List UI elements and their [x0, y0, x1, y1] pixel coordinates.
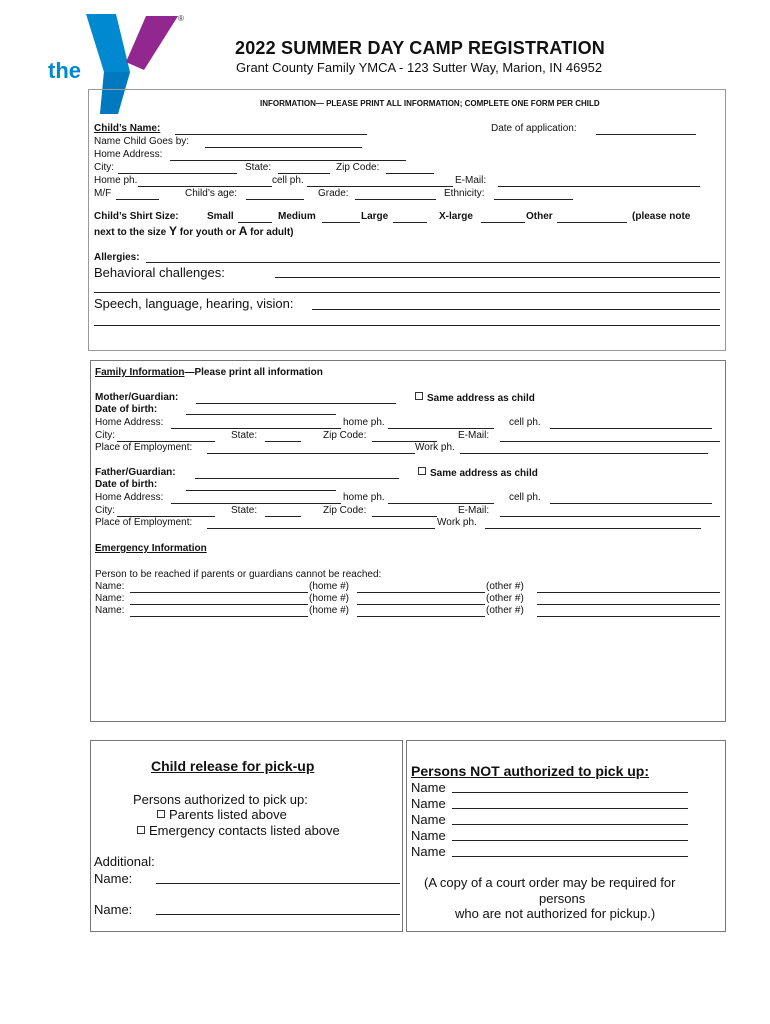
shirt-large-field[interactable]	[393, 222, 427, 223]
release-emergency-option[interactable]	[137, 823, 340, 838]
emergency-name-field-1[interactable]	[130, 592, 308, 593]
shirt-large-label: Large	[361, 211, 389, 222]
not-auth-name-label-4: Name	[411, 828, 446, 843]
emergency-name-label-3: Name:	[95, 605, 125, 616]
mother-same-address[interactable]	[415, 392, 535, 405]
grade-label: Grade:	[318, 188, 349, 199]
mother-same-address-checkbox[interactable]	[415, 392, 423, 400]
release-name-label-2: Name:	[94, 902, 133, 917]
father-cell-ph-field[interactable]	[550, 503, 712, 504]
size-note-a: next to the size	[94, 227, 170, 238]
allergies-field[interactable]	[146, 262, 720, 263]
release-name-label-1: Name:	[94, 871, 133, 886]
childs-name-label: Child’s Name:	[94, 123, 161, 134]
info-section	[88, 89, 726, 351]
not-auth-name-field-2[interactable]	[452, 808, 688, 809]
emergency-other-label-3: (other #)	[486, 605, 524, 616]
mother-same-address-label: Same address as child	[427, 393, 535, 404]
shirt-size-label: Child’s Shirt Size:	[94, 211, 179, 222]
page-subtitle: Grant County Family YMCA - 123 Sutter Way, Marion, IN 46952	[236, 60, 603, 75]
emergency-other-field-2[interactable]	[537, 604, 720, 605]
father-home-ph-field[interactable]	[388, 503, 494, 504]
goes-by-label: Name Child Goes by:	[94, 136, 190, 147]
release-authorized-label: Persons authorized to pick up:	[133, 792, 308, 807]
behavioral-field-2[interactable]	[94, 292, 720, 293]
emergency-home-field-1[interactable]	[357, 592, 485, 593]
emergency-name-field-2[interactable]	[130, 604, 308, 605]
mother-dob-label: Date of birth:	[95, 404, 158, 415]
family-heading-main: Family Information	[95, 367, 185, 378]
cell-ph-field[interactable]	[307, 186, 453, 187]
court-order-note-3: who are not authorized for pickup.)	[455, 906, 656, 921]
shirt-xlarge-label: X-large	[439, 211, 473, 222]
childs-name-field[interactable]	[175, 134, 367, 135]
release-emergency-label: Emergency contacts listed above	[149, 823, 340, 838]
speech-field[interactable]	[312, 309, 720, 310]
emergency-note: Person to be reached if parents or guardians cannot be reached:	[95, 569, 382, 580]
father-work-ph-field[interactable]	[485, 528, 701, 529]
family-heading-rest: —Please print all information	[184, 367, 323, 378]
emergency-other-label-2: (other #)	[486, 593, 524, 604]
logo-badge-text: YMCA	[135, 78, 156, 103]
father-state-label: State:	[231, 505, 258, 516]
mother-state-label: State:	[231, 430, 258, 441]
release-name-field-2[interactable]	[156, 914, 400, 915]
shirt-small-label: Small	[207, 211, 234, 222]
father-label: Father/Guardian:	[95, 467, 176, 478]
page-title: 2022 SUMMER DAY CAMP REGISTRATION	[235, 38, 606, 58]
mother-dob-field[interactable]	[186, 414, 336, 415]
release-parents-label: Parents listed above	[169, 807, 287, 822]
not-authorized-title: Persons NOT authorized to pick up:	[411, 763, 650, 779]
father-zip-field[interactable]	[372, 516, 437, 517]
zip-label: Zip Code:	[336, 162, 380, 173]
mother-cell-ph-field[interactable]	[550, 428, 712, 429]
mother-field[interactable]	[196, 403, 396, 404]
mother-home-address-field[interactable]	[171, 428, 341, 429]
father-cell-ph-label: cell ph.	[509, 492, 541, 503]
emergency-other-label-1: (other #)	[486, 581, 524, 592]
emergency-other-field-1[interactable]	[537, 592, 720, 593]
father-work-ph-label: Work ph.	[437, 517, 477, 528]
emergency-home-label-2: (home #)	[309, 593, 350, 604]
grade-field[interactable]	[355, 199, 436, 200]
emergency-name-label-2: Name:	[95, 593, 125, 604]
shirt-other-field[interactable]	[557, 222, 627, 223]
home-address-label: Home Address:	[94, 149, 163, 160]
size-note-c: for adult)	[247, 227, 294, 238]
shirt-medium-label: Medium	[278, 211, 316, 222]
cell-ph-label: cell ph.	[272, 175, 304, 186]
goes-by-field[interactable]	[205, 147, 362, 148]
allergies-label: Allergies:	[94, 252, 140, 263]
not-auth-name-label-1: Name	[411, 780, 446, 795]
shirt-medium-field[interactable]	[322, 222, 360, 223]
father-home-address-field[interactable]	[171, 503, 341, 504]
father-dob-field[interactable]	[186, 490, 336, 491]
mother-employment-label: Place of Employment:	[95, 442, 193, 453]
not-auth-name-field-4[interactable]	[452, 840, 688, 841]
zip-field[interactable]	[386, 173, 434, 174]
emergency-home-field-3[interactable]	[357, 616, 485, 617]
mother-home-address-label: Home Address:	[95, 417, 164, 428]
speech-field-2[interactable]	[94, 325, 720, 326]
mf-field[interactable]	[116, 199, 159, 200]
state-label: State:	[245, 162, 272, 173]
mother-home-ph-label: home ph.	[343, 417, 385, 428]
shirt-xlarge-field[interactable]	[481, 222, 525, 223]
release-additional-label: Additional:	[94, 854, 155, 869]
emergency-name-label-1: Name:	[95, 581, 125, 592]
emergency-name-field-3[interactable]	[130, 616, 308, 617]
shirt-other-label: Other	[526, 211, 553, 222]
father-email-field[interactable]	[500, 516, 720, 517]
release-parents-checkbox[interactable]	[157, 810, 165, 818]
mf-label: M/F	[94, 188, 112, 199]
emergency-home-field-2[interactable]	[357, 604, 485, 605]
release-parents-option[interactable]	[157, 807, 287, 822]
father-home-address-label: Home Address:	[95, 492, 164, 503]
not-auth-name-label-2: Name	[411, 796, 446, 811]
father-home-ph-label: home ph.	[343, 492, 385, 503]
mother-employment-field[interactable]	[207, 453, 415, 454]
not-auth-name-field-5[interactable]	[452, 856, 688, 857]
father-field[interactable]	[195, 478, 399, 479]
behavioral-field[interactable]	[275, 277, 720, 278]
father-state-field[interactable]	[265, 516, 301, 517]
mother-state-field[interactable]	[265, 441, 301, 442]
father-zip-label: Zip Code:	[323, 505, 367, 516]
mother-home-ph-field[interactable]	[388, 428, 494, 429]
age-field[interactable]	[246, 199, 304, 200]
not-auth-name-field-1[interactable]	[452, 792, 688, 793]
mother-label: Mother/Guardian:	[95, 392, 179, 403]
mother-email-label: E-Mail:	[458, 430, 490, 441]
father-email-label: E-Mail:	[458, 505, 490, 516]
father-city-label: City:	[95, 505, 115, 516]
father-same-address[interactable]	[418, 467, 538, 480]
ethnicity-field[interactable]	[494, 199, 573, 200]
emergency-home-label-3: (home #)	[309, 605, 350, 616]
city-label: City:	[94, 162, 114, 173]
logo-reg-mark: ®	[178, 14, 184, 23]
mother-email-field[interactable]	[500, 441, 720, 442]
date-application-label: Date of application:	[491, 123, 577, 134]
father-employment-label: Place of Employment:	[95, 517, 193, 528]
size-note-b: for youth or	[177, 227, 239, 238]
home-ph-field[interactable]	[138, 186, 272, 187]
emergency-other-field-3[interactable]	[537, 616, 720, 617]
home-address-field[interactable]	[170, 160, 406, 161]
court-order-note-2: persons	[539, 891, 586, 906]
mother-work-ph-field[interactable]	[460, 453, 708, 454]
size-y: Y	[169, 224, 178, 238]
age-label: Child’s age:	[185, 188, 238, 199]
state-field[interactable]	[278, 173, 330, 174]
not-auth-name-label-5: Name	[411, 844, 446, 859]
not-auth-name-label-3: Name	[411, 812, 446, 827]
not-auth-name-field-3[interactable]	[452, 824, 688, 825]
mother-zip-label: Zip Code:	[323, 430, 367, 441]
father-dob-label: Date of birth:	[95, 479, 158, 490]
home-ph-label: Home ph.	[94, 175, 138, 186]
emergency-heading: Emergency Information	[95, 543, 207, 554]
father-employment-field[interactable]	[207, 528, 435, 529]
shirt-note-label: (please note	[632, 211, 691, 222]
emergency-home-label-1: (home #)	[309, 581, 350, 592]
speech-label: Speech, language, hearing, vision:	[94, 296, 294, 311]
info-heading: INFORMATION— PLEASE PRINT ALL INFORMATION; COMPLETE ONE FORM PER CHILD	[260, 99, 600, 108]
ethnicity-label: Ethnicity:	[444, 188, 485, 199]
date-application-field[interactable]	[596, 134, 696, 135]
shirt-size-note	[94, 225, 293, 239]
father-same-address-checkbox[interactable]	[418, 467, 426, 475]
mother-cell-ph-label: cell ph.	[509, 417, 541, 428]
court-order-note-1: (A copy of a court order may be required for	[424, 875, 676, 890]
release-name-field-1[interactable]	[156, 883, 400, 884]
logo-text: the	[48, 58, 81, 83]
email-label: E-Mail:	[455, 175, 487, 186]
release-title: Child release for pick-up	[151, 758, 315, 774]
mother-work-ph-label: Work ph.	[415, 442, 455, 453]
shirt-small-field[interactable]	[238, 222, 272, 223]
email-field[interactable]	[498, 186, 700, 187]
father-same-address-label: Same address as child	[430, 468, 538, 479]
mother-city-label: City:	[95, 430, 115, 441]
behavioral-label: Behavioral challenges:	[94, 265, 225, 280]
release-emergency-checkbox[interactable]	[137, 826, 145, 834]
family-heading	[95, 367, 323, 379]
size-a: A	[238, 224, 248, 238]
city-field[interactable]	[118, 173, 237, 174]
